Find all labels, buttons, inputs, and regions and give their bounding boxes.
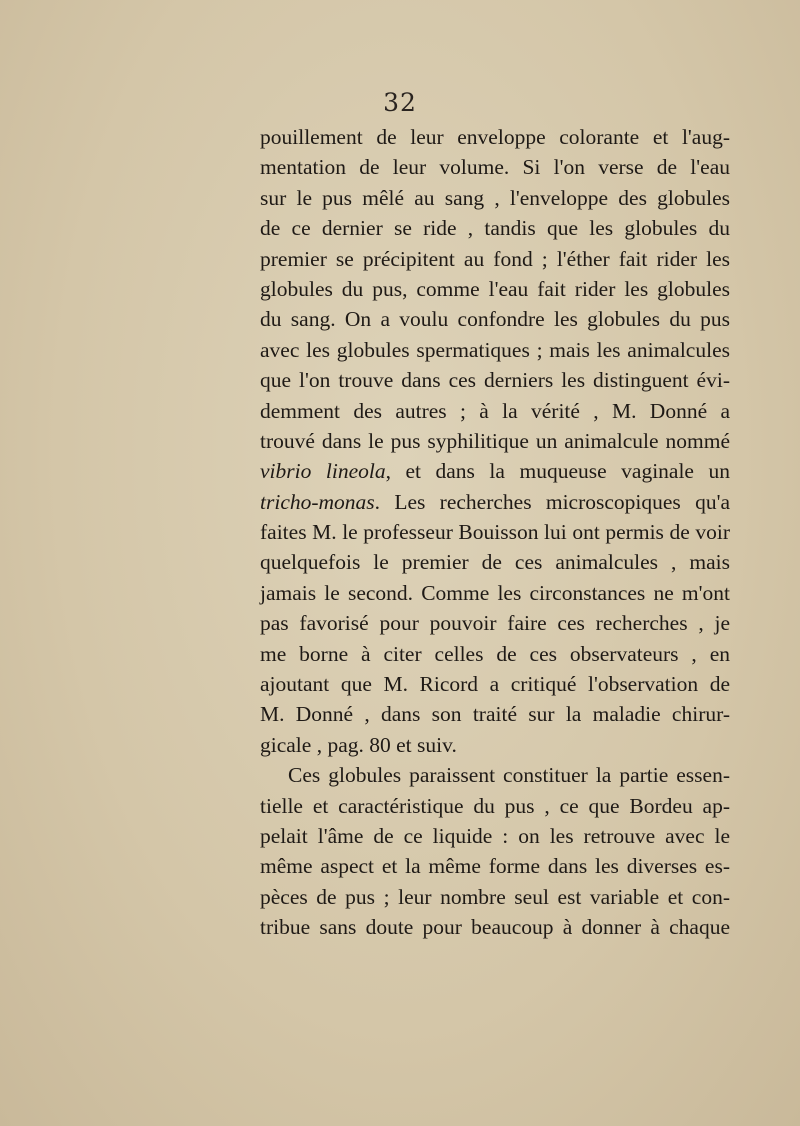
text-line: pèces de pus ; leur nombre seul est variable et con-: [260, 884, 730, 909]
text-line: pouillement de leur enveloppe colorante et l'aug-: [260, 125, 730, 149]
text-line-rest: . Les recherches microscopiques qu'a: [374, 489, 730, 514]
text-line: sur le pus mêlé au sang , l'enveloppe des globules: [260, 185, 730, 210]
text-line: demment des autres ; à la vérité , M. Donné a: [260, 398, 730, 423]
body-text: [260, 122, 730, 943]
text-line: [260, 456, 730, 486]
page-number: 32: [383, 88, 417, 117]
text-line: tielle et caractéristique du pus , ce que Bordeu ap-: [260, 793, 730, 818]
text-line: de ce dernier se ride , tandis que les globules du: [260, 216, 730, 241]
text-line: même aspect et la même forme dans les diverses es-: [260, 854, 730, 879]
text-line: du sang. On a voulu confondre les globules du pus: [260, 307, 730, 332]
text-line: que l'on trouve dans ces derniers les distinguent évi-: [260, 368, 730, 393]
text-line: avec les globules spermatiques ; mais les animalcules: [260, 337, 730, 362]
text-line-rest: , et dans la muqueuse vaginale un: [385, 459, 730, 484]
text-line: M. Donné , dans son traité sur la maladie chirur-: [260, 702, 730, 727]
text-line: tribue sans doute pour beaucoup à donner à chaque: [260, 915, 730, 940]
text-line: me borne à citer celles de ces observateurs , en: [260, 641, 730, 666]
text-line: jamais le second. Comme les circonstances ne m'ont: [260, 580, 730, 605]
text-line: mentation de leur volume. Si l'on verse de l'eau: [260, 155, 730, 180]
text-line: [260, 487, 730, 517]
paragraph-start-line: Ces globules paraissent constituer la partie essen-: [288, 763, 730, 788]
text-line: pas favorisé pour pouvoir faire ces recherches , je: [260, 611, 730, 636]
text-line: trouvé dans le pus syphilitique un animalcule nommé: [260, 428, 730, 453]
text-line: faites M. le professeur Bouisson lui ont permis de voir: [260, 520, 730, 545]
text-line: ajoutant que M. Ricord a critiqué l'observation de: [260, 672, 730, 697]
paragraph-end-line: gicale , pag. 80 et suiv.: [260, 732, 457, 757]
text-line: globules du pus, comme l'eau fait rider les globules: [260, 276, 730, 301]
text-line: pelait l'âme de ce liquide : on les retrouve avec le: [260, 823, 730, 848]
italic-term-tricho-monas: tricho-monas: [260, 489, 375, 514]
text-line: quelquefois le premier de ces animalcules , mais: [260, 550, 730, 575]
italic-term-vibrio-lineola: vibrio lineola: [260, 459, 386, 484]
text-line: premier se précipitent au fond ; l'éther fait rider les: [260, 246, 730, 271]
